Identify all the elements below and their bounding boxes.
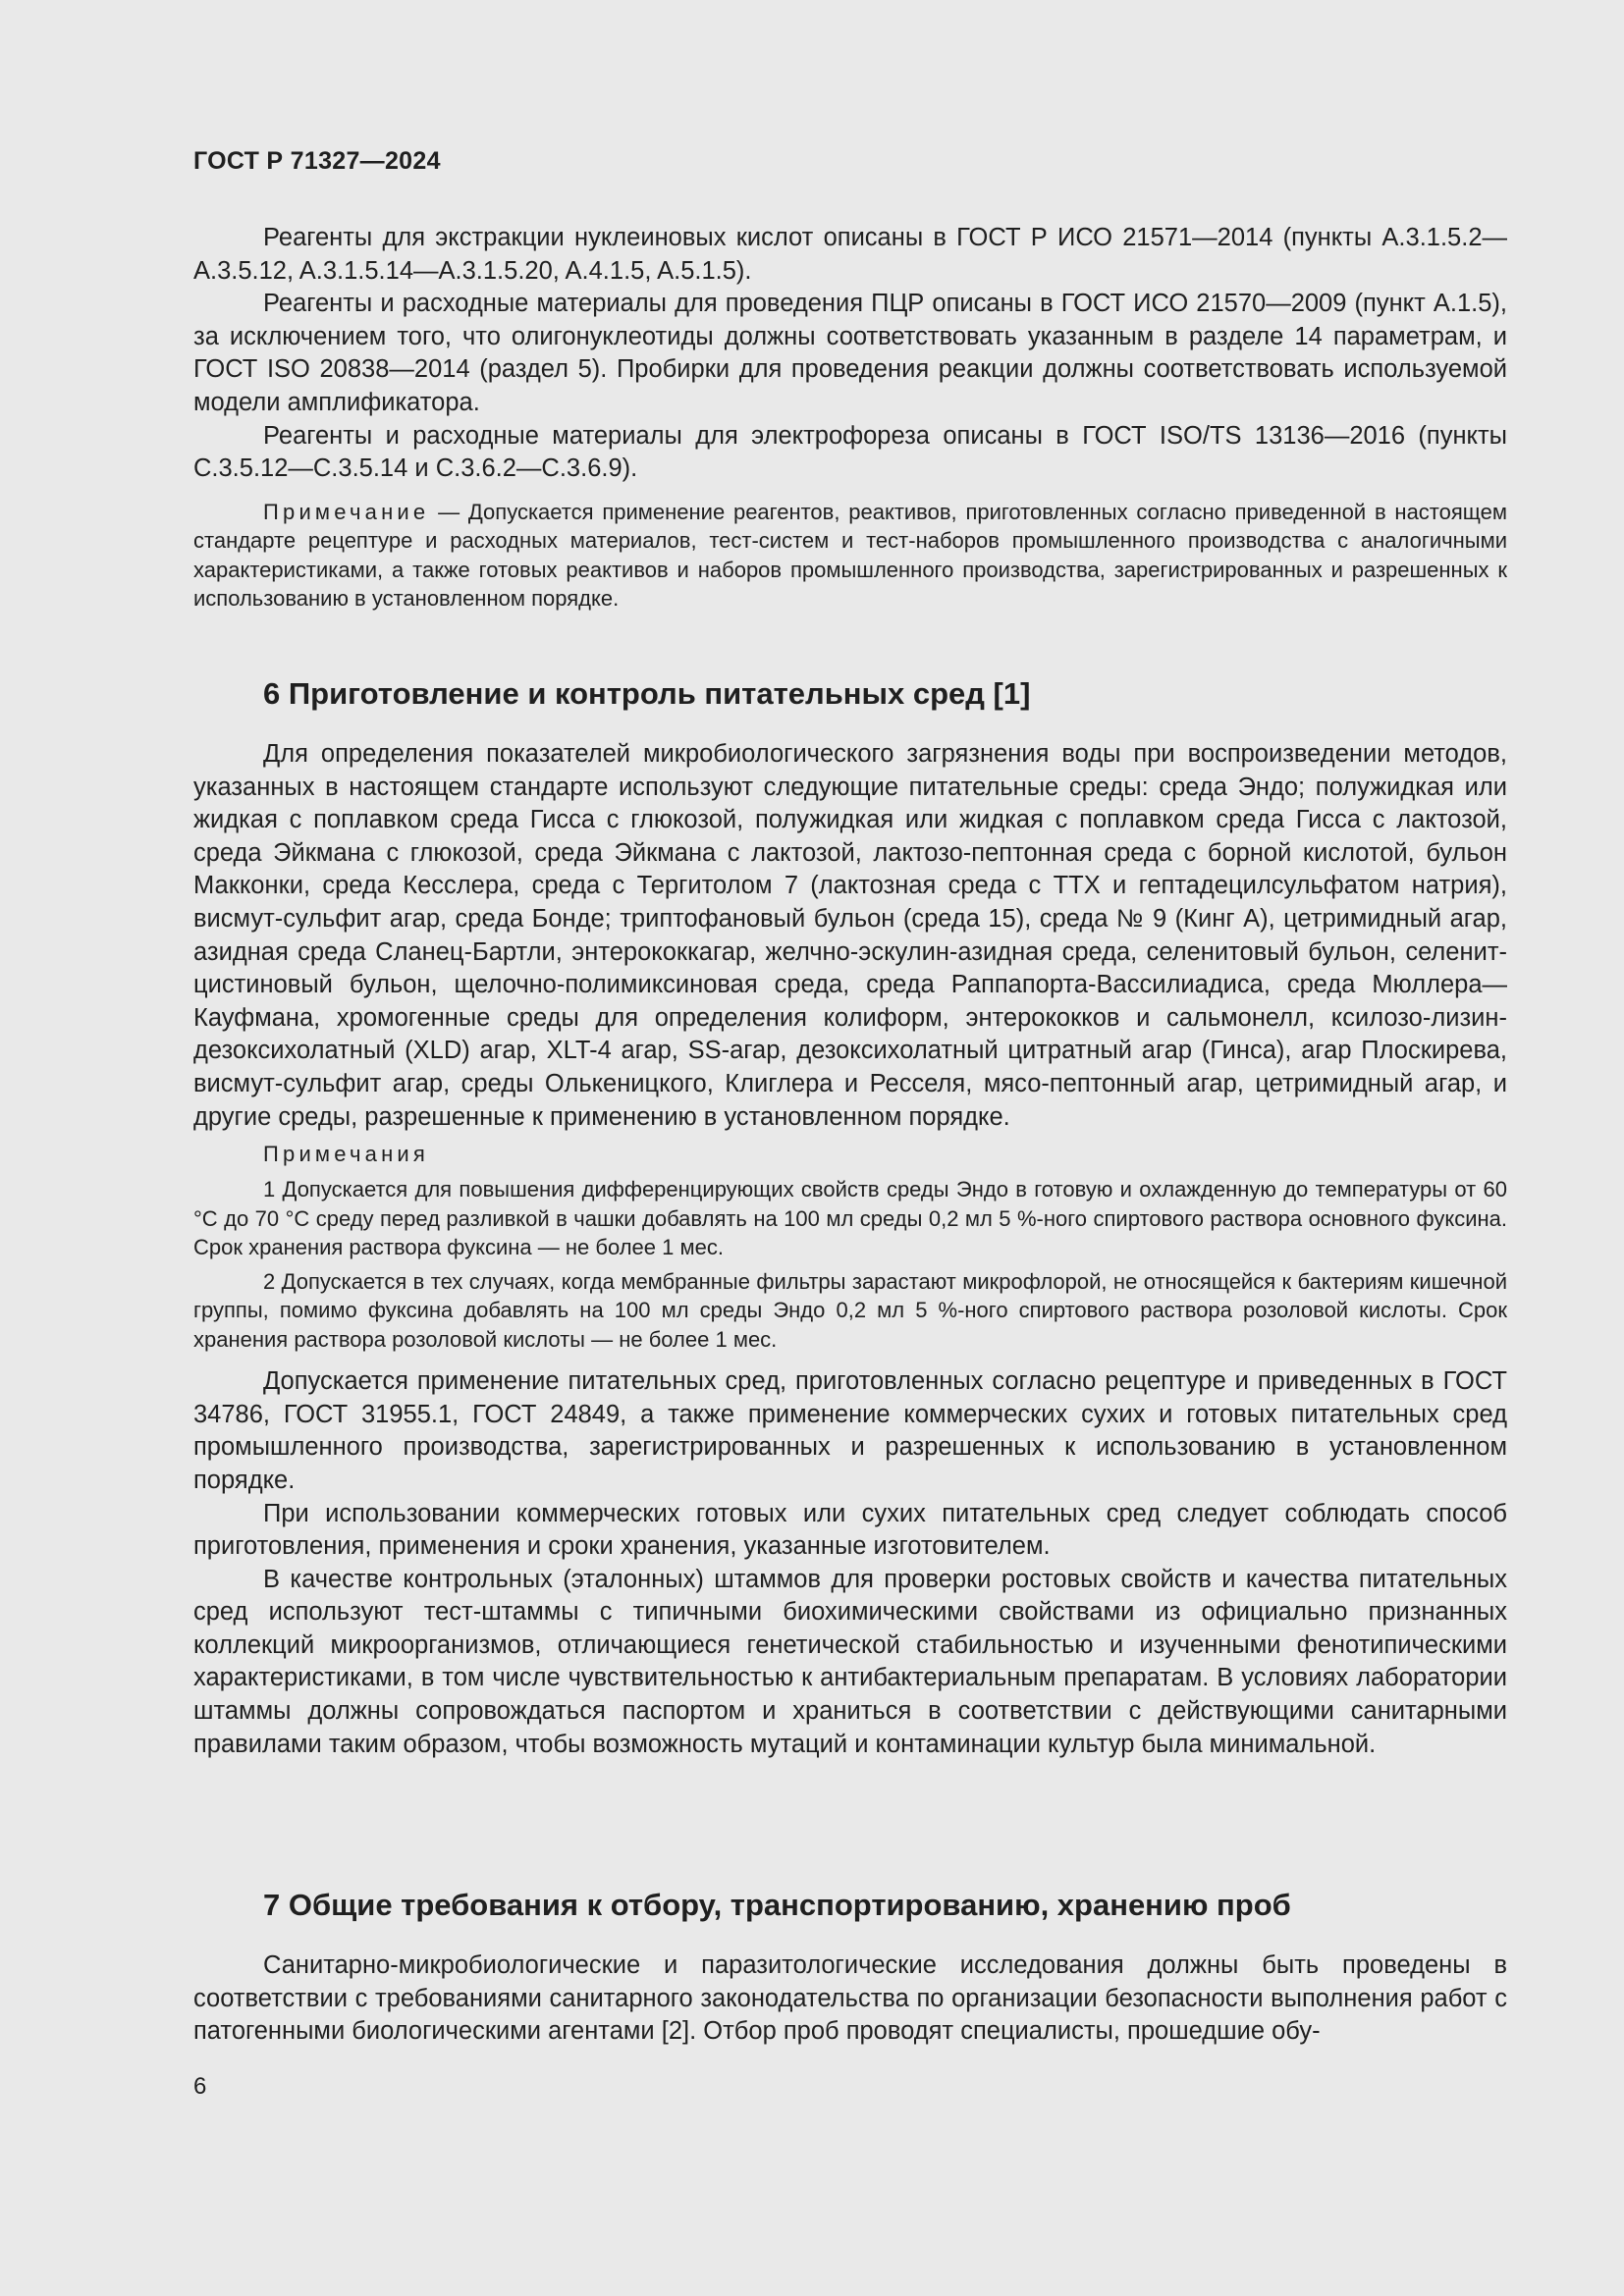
section-6-heading: 6 Приготовление и контроль питательных сред [1]: [263, 676, 1031, 711]
intro-block: [193, 222, 1507, 614]
intro-paragraph: Реагенты для экстракции нуклеиновых кислот описаны в ГОСТ Р ИСО 21571—2014 (пункты A.3.1.5.2—A.3.5.12, A.3.1.5.14—A.3.1.5.20, A.4.1.5, A.5.1.5).: [193, 224, 1507, 285]
section-7-paragraph: Санитарно-микробиологические и паразитологические исследования должны быть проведены в соответствии с требованиями санитарного законодательства по организации безопасности выполнения работ с патогенными биологическими агентами [2]. Отбор проб проводят специалисты, прошедшие обу-: [193, 1951, 1507, 2046]
section-6-paragraph: Для определения показателей микробиологического загрязнения воды при воспроизведении методов, указанных в настоящем стандарте используют следующие питательные среды: среда Эндо; полужидкая или жидкая с поплавком среда Гисса с глюкозой, полужидкая или жидкая с поплавком среда Гисса с лактозой, среда Эйкмана с глюкозой, среда Эйкмана с лактозой, лактозо-пептонная среда с борной кислотой, бульон Макконки, среда Кесслера, среда с Тергитолом 7 (лактозная среда с ТТХ и гептадецилсульфатом натрия), висмут-сульфит агар, среда Бонде; триптофановый бульон (среда 15), среда № 9 (Кинг А), цетримидный агар, азидная среда Сланец-Бартли, энтерококкагар, желчно-эскулин-азидная среда, селенитовый бульон, селенит-цистиновый бульон, щелочно-полимиксиновая среда, среда Раппапорта-Вассилиадиса, среда Мюллера—Кауфмана, хромогенные среды для определения колиформ, энтерококков и сальмонелл, ксилозо-лизин-дезоксихолатный (XLD) агар, XLT-4 агар, SS-агар, дезоксихолатный цитратный агар (Гинса), агар Плоскирева, висмут-сульфит агар, среды Олькеницкого, Клиглера и Ресселя, мясо-пептонный агар, цетримидный агар, и другие среды, разрешенные к применению в установленном порядке.: [193, 740, 1507, 1131]
note-text: — Допускается применение реагентов, реактивов, приготовленных согласно приведенной в настоящем стандарте рецептуре и расходных материалов, тест-систем и тест-наборов промышленного производства с аналогичными характеристиками, а также готовых реактивов и наборов промышленного производства, зарегистрированных и разрешенных к использованию в установленном порядке.: [193, 499, 1507, 612]
document-header: ГОСТ Р 71327—2024: [193, 147, 441, 175]
section-7-body: [193, 1949, 1507, 2049]
note-item: 2 Допускается в тех случаях, когда мембранные фильтры зарастают микрофлорой, не относящейся к бактериям кишечной группы, помимо фуксина добавлять на 100 мл среды Эндо 0,2 мл 5 %-ного спиртового раствора розоловой кислоты. Срок хранения раствора розоловой кислоты — не более 1 мес.: [193, 1268, 1507, 1352]
notes-heading: Примечания: [263, 1142, 430, 1167]
section-6-paragraph: Допускается применение питательных сред, приготовленных согласно рецептуре и приведенных в ГОСТ 34786, ГОСТ 31955.1, ГОСТ 24849, а также применение коммерческих сухих и готовых питательных сред промышленного производства, зарегистрированных и разрешенных к использованию в установленном порядке.: [193, 1367, 1507, 1494]
intro-paragraph: Реагенты и расходные материалы для проведения ПЦР описаны в ГОСТ ИСО 21570—2009 (пункт А.1.5), за исключением того, что олигонуклеотиды должны соответствовать указанным в разделе 14 параметрам, и ГОСТ ISO 20838—2014 (раздел 5). Пробирки для проведения реакции должны соответствовать используемой модели амплификатора.: [193, 290, 1507, 416]
intro-paragraph: Реагенты и расходные материалы для электрофореза описаны в ГОСТ ISO/TS 13136—2016 (пункты C.3.5.12—C.3.5.14 и C.3.6.2—C.3.6.9).: [193, 421, 1507, 483]
section-6-paragraph: В качестве контрольных (эталонных) штаммов для проверки ростовых свойств и качества питательных сред используют тест-штаммы с типичными биохимическими свойствами из официально признанных коллекций микроорганизмов, отличающиеся генетической стабильностью и изученными фенотипическими характеристиками, в том числе чувствительностью к антибактериальным препаратам. В условиях лаборатории штаммы должны сопровождаться паспортом и храниться в соответствии с действующими санитарными правилами таким образом, чтобы возможность мутаций и контаминации культур была минимальной.: [193, 1565, 1507, 1758]
page-number: 6: [193, 2073, 207, 2100]
note-label: Примечание: [263, 499, 430, 524]
section-7-heading: 7 Общие требования к отбору, транспортированию, хранению проб: [263, 1888, 1291, 1922]
section-6-paragraph: При использовании коммерческих готовых или сухих питательных сред следует соблюдать способ приготовления, применения и сроки хранения, указанные изготовителем.: [193, 1499, 1507, 1561]
intro-note: [193, 498, 1507, 614]
section-6-body: [193, 738, 1507, 1761]
note-item: 1 Допускается для повышения дифференцирующих свойств среды Эндо в готовую и охлажденную до температуры от 60 °С до 70 °С среду перед разливкой в чашки добавлять на 100 мл среды 0,2 мл 5 %-ного спиртового раствора основного фуксина. Срок хранения раствора фуксина — не более 1 мес.: [193, 1177, 1507, 1260]
